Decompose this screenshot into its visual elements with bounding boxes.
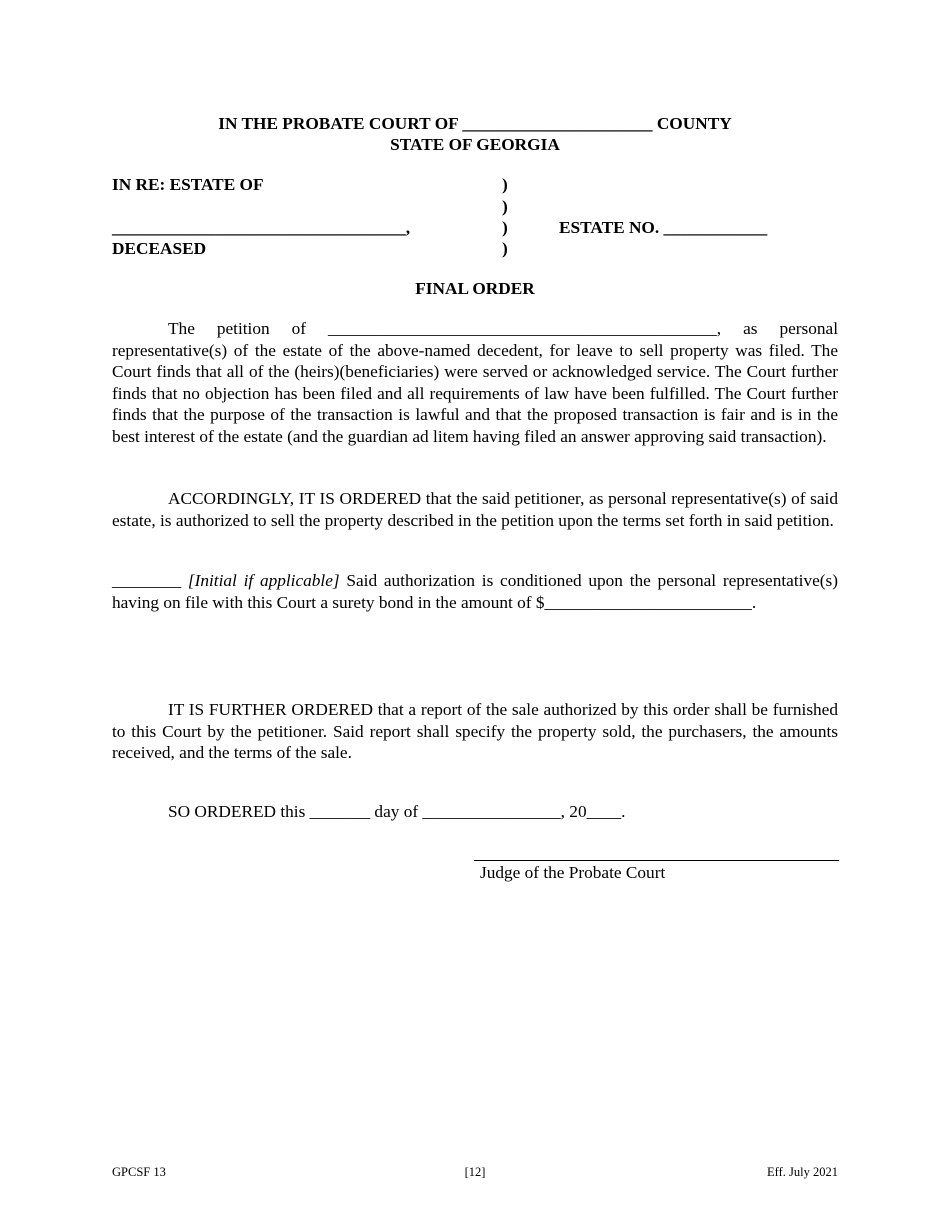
caption-paren: ) [502, 197, 508, 216]
caption-paren: ) [502, 239, 508, 258]
estate-no-label: ESTATE NO. [559, 218, 660, 237]
state-heading: STATE OF GEORGIA [390, 135, 560, 154]
petitioner-blank[interactable]: _____________________________________________, [327, 319, 722, 338]
judge-signature-label: Judge of the Probate Court [480, 863, 666, 882]
county-blank[interactable]: ______________________ [462, 114, 653, 133]
footer-effective-date: Eff. July 2021 [767, 1165, 838, 1179]
estate-number [559, 217, 767, 239]
so-ordered-line[interactable]: SO ORDERED this _______ day of ________________, 20____. [168, 802, 626, 821]
footer-form-code: GPCSF 13 [112, 1165, 166, 1179]
court-line-prefix: IN THE PROBATE COURT OF [218, 114, 459, 133]
in-re-label: IN RE: ESTATE OF [112, 175, 264, 194]
accordingly-paragraph [112, 488, 838, 531]
document-title: FINAL ORDER [415, 279, 535, 298]
bond-amount-blank[interactable]: $________________________. [535, 592, 757, 612]
decedent-name-blank[interactable]: __________________________________, [112, 218, 411, 237]
caption-paren: ) [502, 218, 508, 237]
bond-paragraph [112, 570, 838, 613]
court-line-suffix: COUNTY [656, 114, 732, 133]
accordingly-text: ACCORDINGLY, IT IS ORDERED that the said petitioner, as personal representative(s) of said estate, is authorized to sell the property described in the petition upon the terms set forth in said petition. [112, 489, 838, 530]
footer-page-number: [12] [464, 1165, 486, 1179]
deceased-label: DECEASED [112, 239, 207, 258]
signature-line[interactable] [474, 860, 839, 861]
initial-blank[interactable]: ________ [112, 571, 182, 590]
petition-intro: The petition of [168, 319, 306, 338]
petition-paragraph [112, 318, 838, 448]
bond-text: Said authorization is conditioned upon the personal representative(s) having on file with this Court a surety bond in the amount of [112, 571, 838, 612]
petition-text: as personal representative(s) of the estate of the above-named decedent, for leave to sell property was filed. The Court finds that all of the (heirs)(beneficiaries) were served or acknowledged service. The Court further finds that no objection has been filed and all requirements of law have been fulfilled. The Court further finds that the purpose of the transaction is lawful and that the proposed transaction is fair and is in the best interest of the estate (and the guardian ad litem having filed an answer approving said transaction). [112, 319, 838, 446]
initial-note: [Initial if applicable] [187, 571, 340, 590]
court-heading [0, 113, 950, 135]
estate-no-blank[interactable]: ____________ [663, 218, 768, 237]
further-ordered-paragraph [112, 699, 838, 764]
caption-paren: ) [502, 175, 508, 194]
further-ordered-text: IT IS FURTHER ORDERED that a report of the sale authorized by this order shall be furnished to this Court by the petitioner. Said report shall specify the property sold, the purchasers, the amounts received, and the terms of the sale. [112, 700, 838, 763]
